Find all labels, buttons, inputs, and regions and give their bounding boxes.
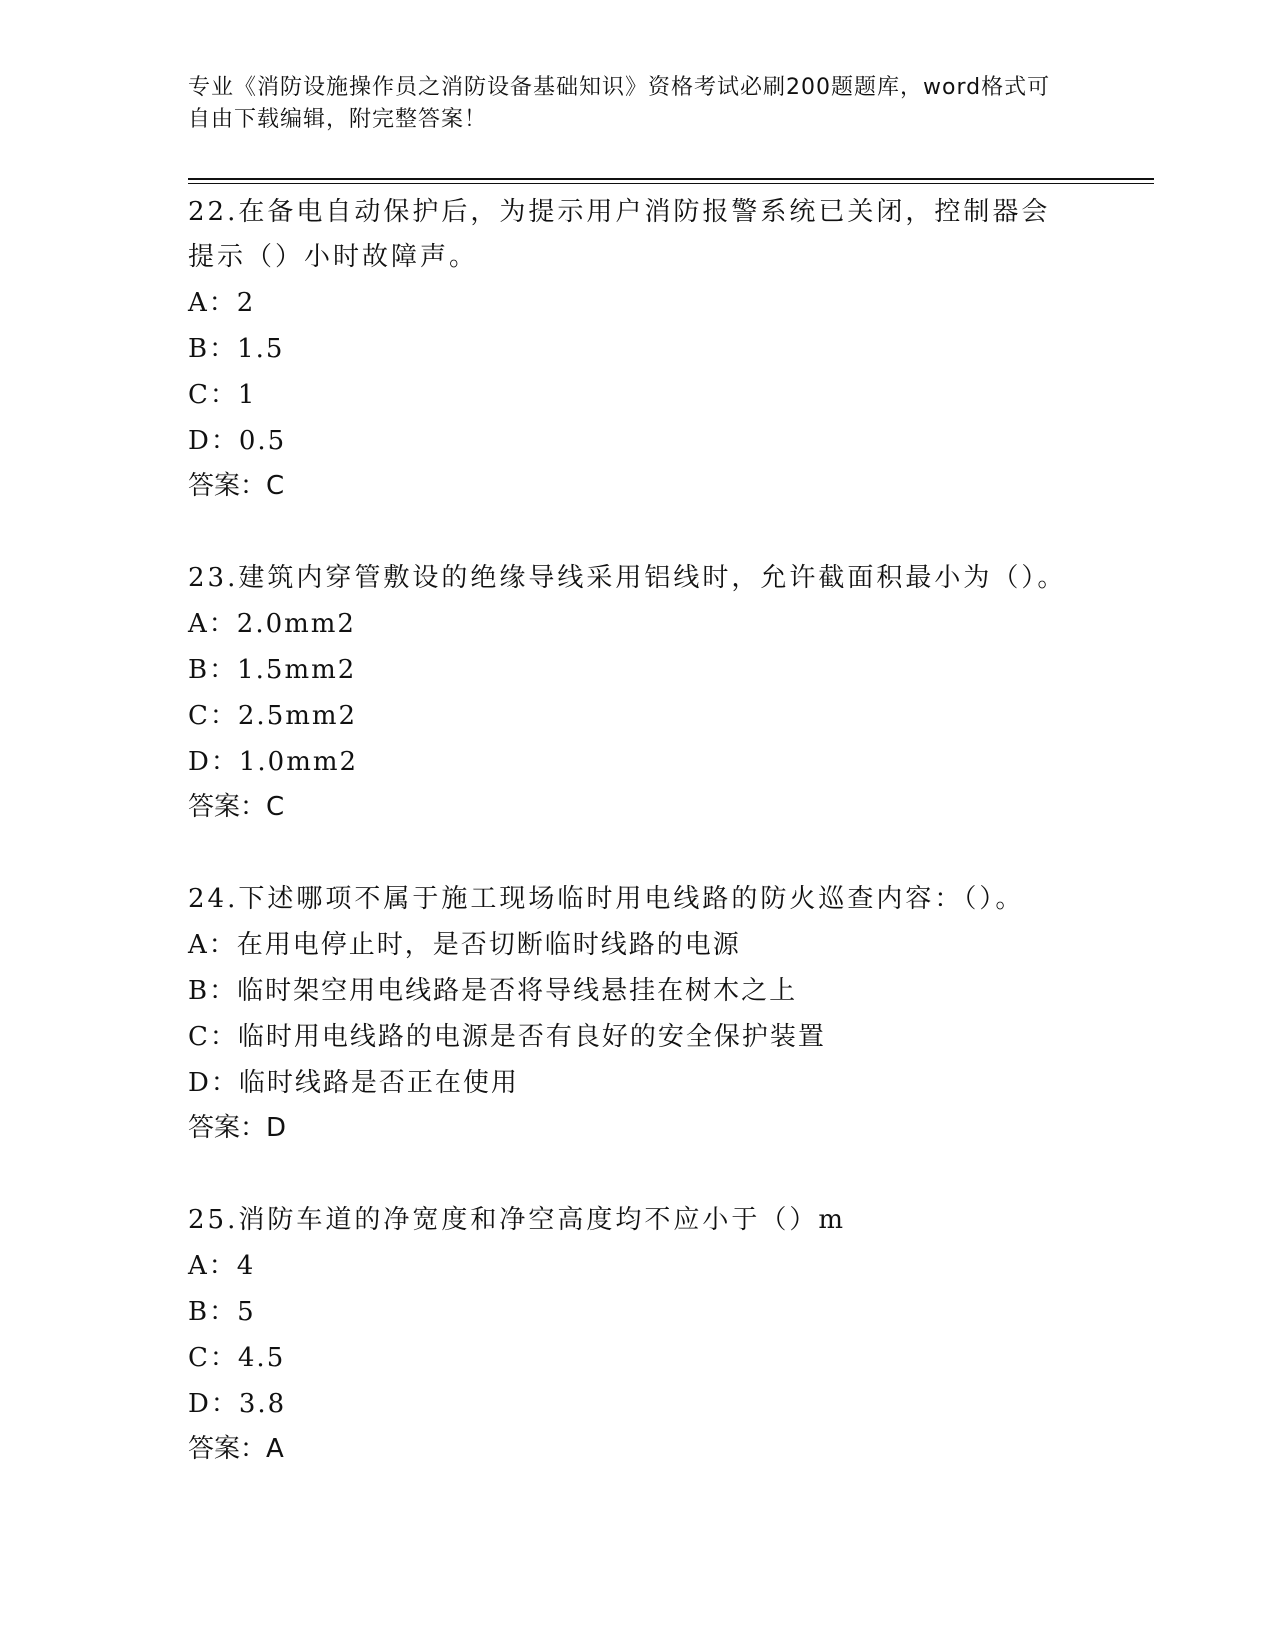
question-spacer <box>188 1150 1088 1198</box>
document-header: 专业《消防设施操作员之消防设备基础知识》资格考试必刷200题题库，word格式可自由下载编辑，附完整答案！ <box>188 75 1051 132</box>
question-stem: 23.建筑内穿管敷设的绝缘导线采用铝线时，允许截面积最小为（）。 <box>188 563 1067 593</box>
option-d: D：0.5 <box>188 426 287 456</box>
option-c: C：临时用电线路的电源是否有良好的安全保护装置 <box>188 1022 826 1052</box>
option-b: B：1.5mm2 <box>188 655 357 685</box>
question-spacer <box>188 508 1088 556</box>
question-stem: 24.下述哪项不属于施工现场临时用电线路的防火巡查内容：（）。 <box>188 884 1025 914</box>
question-24 <box>188 877 1088 1198</box>
header-divider-thin <box>188 183 1154 184</box>
option-a: A：4 <box>188 1251 256 1281</box>
option-b: B：1.5 <box>188 334 285 364</box>
option-a: A：2 <box>188 288 256 318</box>
option-a: A：2.0mm2 <box>188 609 356 639</box>
option-c: C：2.5mm2 <box>188 701 358 731</box>
answer-label: 答案：C <box>188 792 285 822</box>
option-d: D：3.8 <box>188 1389 287 1419</box>
question-list <box>188 190 1088 1471</box>
question-spacer <box>188 829 1088 877</box>
question-stem: 22.在备电自动保护后，为提示用户消防报警系统已关闭，控制器会提示（）小时故障声。 <box>188 197 1051 272</box>
option-b: B：临时架空用电线路是否将导线悬挂在树木之上 <box>188 976 798 1006</box>
answer-label: 答案：A <box>188 1434 284 1464</box>
question-23 <box>188 556 1088 877</box>
option-d: D：临时线路是否正在使用 <box>188 1068 519 1098</box>
option-c: C：4.5 <box>188 1343 286 1373</box>
option-c: C：1 <box>188 380 257 410</box>
option-d: D：1.0mm2 <box>188 747 359 777</box>
answer-label: 答案：C <box>188 471 285 501</box>
question-22 <box>188 190 1088 556</box>
option-b: B：5 <box>188 1297 256 1327</box>
question-25 <box>188 1198 1088 1471</box>
header-divider-thick <box>188 178 1154 180</box>
question-stem: 25.消防车道的净宽度和净空高度均不应小于（）m <box>188 1205 847 1235</box>
answer-label: 答案：D <box>188 1113 287 1143</box>
option-a: A：在用电停止时，是否切断临时线路的电源 <box>188 930 741 960</box>
